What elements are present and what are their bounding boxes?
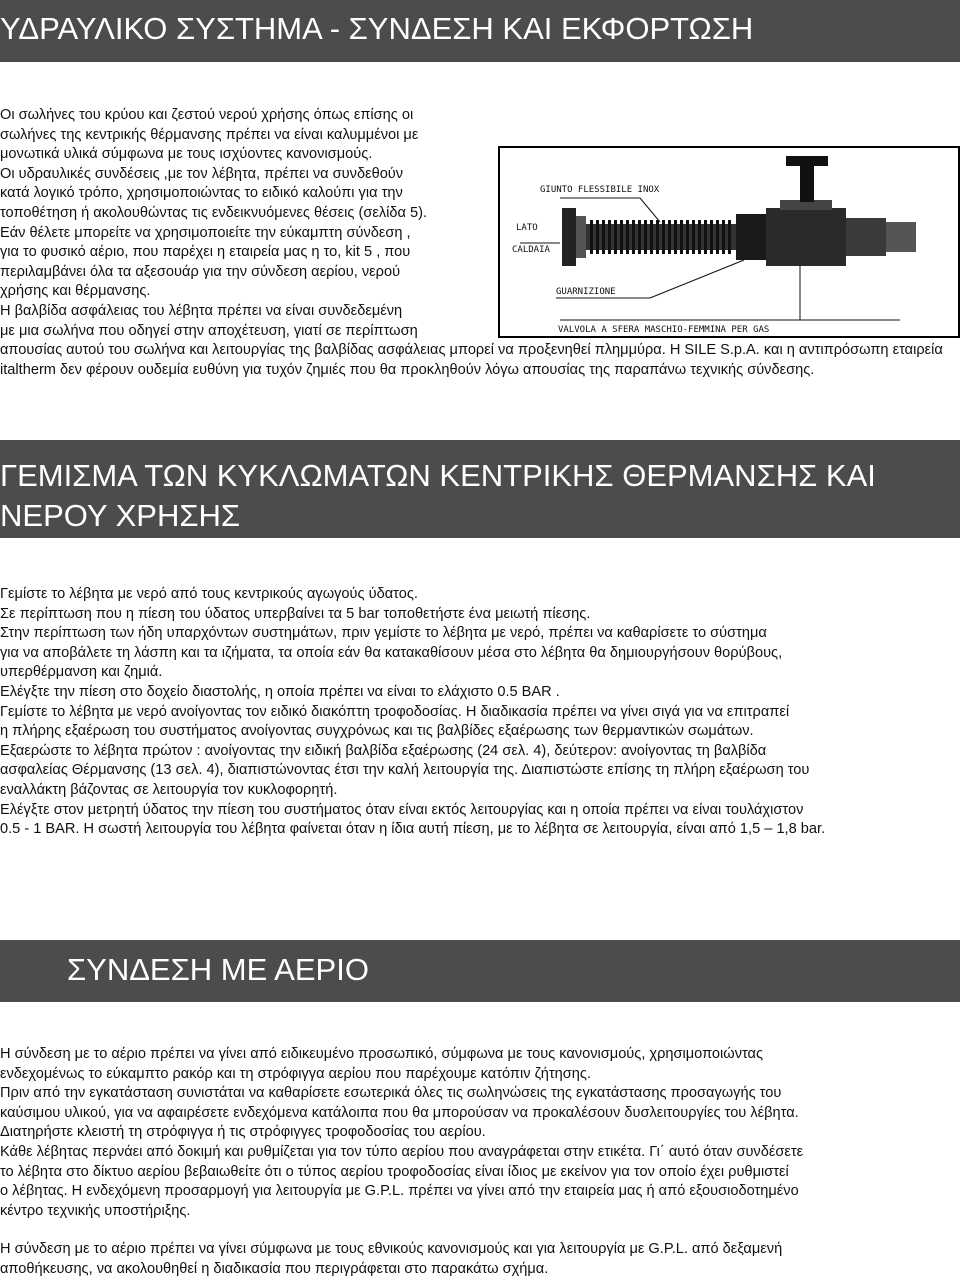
text-line: Η βαλβίδα ασφάλειας του λέβητα πρέπει να είναι συνδεδεμένη [0, 302, 403, 319]
hose-rib [626, 220, 629, 254]
text-line: χρήσης και θέρμανσης. [0, 283, 151, 300]
section-header-filling [0, 440, 960, 538]
section-header-gas [0, 940, 960, 1002]
hose-rib [722, 220, 725, 254]
hose-rib [596, 220, 599, 254]
text-line: Εάν θέλετε μπορείτε να χρησιμοποιείτε την εύκαμπτη σύνδεση , [0, 224, 411, 241]
hose-rib [710, 220, 713, 254]
text-line: σωλήνες της κεντρικής θέρμανσης πρέπει να είναι καλυμμένοι με [0, 126, 419, 143]
hose-rib [728, 220, 731, 254]
gas-valve-diagram [498, 146, 960, 338]
filling-text [0, 585, 825, 840]
section-header-hydraulic [0, 0, 960, 62]
hose-rib [674, 220, 677, 254]
flexible-hose [586, 220, 736, 254]
text-line: κέντρο τεχνικής υποστήριξης. [0, 1202, 191, 1219]
text-line: για να αποβάλετε τη λάσπη και τα ιζήματα, τα οποία εάν θα κατακαθίσουν μέσα στο λέβητα θα δημιουργήσουν θορύβους, [0, 644, 783, 661]
section-title: ΓΕΜΙΣΜΑ ΤΩΝ ΚΥΚΛΩΜΑΤΩΝ ΚΕΝΤΡΙΚΗΣ ΘΕΡΜΑΝΣΗΣ ΚΑΙ ΝΕΡΟΥ ΧΡΗΣΗΣ [0, 458, 876, 533]
text-line: Σε περίπτωση που η πίεση του ύδατος υπερβαίνει τα 5 bar τοποθετήστε ένα μειωτή πίεσης. [0, 605, 591, 622]
text-line: Ελέγξτε στον μετρητή ύδατος την πίεση του συστήματος όταν είναι εκτός λειτουργίας και η οποία πρέπει να είναι τουλάχιστον [0, 801, 804, 818]
text-line: αποθήκευσης, να ακολουθηθεί η διαδικασία που περιγράφεται στο παρακάτω σχήμα. [0, 1260, 549, 1277]
text-line: ασφαλείας Θέρμανσης (13 σελ. 4), διαπιστώνοντας έτσι την καλή λειτουργία της. Διαπιστώστε επίσης τη πλήρη εξαέρωση του [0, 762, 810, 779]
label-side: LATO [516, 223, 538, 233]
text-line: Οι υδραυλικές συνδέσεις ,με τον λέβητα, πρέπει να συνδεθούν [0, 165, 404, 182]
hose-rib [698, 220, 701, 254]
text-line: ο λέβητας. Η ενδεχόμενη προσαρμογή για λειτουργία με G.P.L. πρέπει να γίνει από την εταιρεία μας ή από εξουσιοδοτημένο [0, 1183, 799, 1200]
hose-rib [608, 220, 611, 254]
text-line: Στην περίπτωση των ήδη υπαρχόντων συστημάτων, πριν γεμίστε το λέβητα με νερό, πρέπει να καθαρίσετε το σύστημα [0, 625, 767, 642]
text-line: 0.5 - 1 BAR. Η σωστή λειτουργία του λέβητα φαίνεται όταν η ίδια αυτή πίεση, με το λέβητα σε λειτουργία, είναι από 1,5 – 1,8 bar. [0, 821, 826, 838]
text-line: καύσιμου υλικού, για να αφαιρέσετε ενδεχόμενα κατάλοιπα που θα μπορούσαν να προκαλέσουν δυσλειτουργίες του λέβητα. [0, 1104, 799, 1121]
text-line: Γεμίστε το λέβητα με νερό από τους κεντρικούς αγωγούς ύδατος. [0, 586, 418, 602]
valve-body [766, 208, 846, 266]
text-line: για το φυσικό αέριο, που παρέχει η εταιρεία μας η το, kit 5 , που [0, 244, 411, 261]
text-line: Η σύνδεση με το αέριο πρέπει να γίνει από ειδικευμένο προσωπικό, σύμφωνα με τους κανονισμούς, χρησιμοποιώντας [0, 1046, 764, 1062]
hose-rib [632, 220, 635, 254]
text-line: Εξαερώστε το λέβητα πρώτον : ανοίγοντας την ειδική βαλβίδα εξαέρωσης (24 σελ. 4), δεύτερον: ανοίγοντας τη βαλβίδα [0, 742, 767, 759]
text-line: μονωτικά υλικά σύμφωνα με τους ισχύοντες κανονισμούς. [0, 146, 373, 163]
hose-rib [620, 220, 623, 254]
hose-rib [662, 220, 665, 254]
hose-rib [590, 220, 593, 254]
hose-rib [716, 220, 719, 254]
text-line: περιλαμβάνει όλα τα αξεσουάρ για την σύνδεση αερίου, νερού [0, 263, 401, 280]
text-line: τοποθέτηση ή ακολουθώντας τις ενδεικνυόμενες θέσεις (σελίδα 5). [0, 204, 428, 221]
hose-rib [650, 220, 653, 254]
section-title: ΣΥΝΔΕΣΗ ΜΕ ΑΕΡΙΟ [67, 952, 369, 987]
text-line: με μια σωλήνα που οδηγεί στην αποχέτευση, γιατί σε περίπτωση [0, 322, 418, 339]
label-boiler: CALDAIA [512, 245, 550, 255]
text-line: Γεμίστε το λέβητα με νερό ανοίγοντας τον ειδικό διακόπτη τροφοδοσίας. Η διαδικασία πρέπει να γίνει σιγά για να επιτραπεί [0, 703, 790, 720]
hose-rib [638, 220, 641, 254]
text-line: υπερθέρμανση και ζημιά. [0, 664, 163, 681]
section-title: ΥΔΡΑΥΛΙΚΟ ΣΥΣΤΗΜΑ - ΣΥΝΔΕΣΗ ΚΑΙ ΕΚΦΟΡΤΩΣΗ [0, 11, 754, 46]
valve-hose-drawing [500, 148, 958, 336]
text-line: Κάθε λέβητας περνάει από δοκιμή και ρυθμίζεται για τον τύπο αερίου που αναγράφεται στην ετικέτα. Γι΄ αυτό όταν συνδέσετε [0, 1143, 804, 1160]
text-line: ενδεχομένως το εύκαμπτο ρακόρ και τη στρόφιγγα αερίου που παρέχουμε κατόπιν ζήτησης. [0, 1065, 591, 1082]
valve-outlet [846, 218, 886, 256]
label-gasket: GUARNIZIONE [556, 287, 616, 297]
text-line: το λέβητα στο δίκτυο αερίου βεβαιωθείτε ότι ο τύπος αερίου τροφοδοσίας είναι ίδιος με εκείνον για τον οποίο έχει ρυθμιστεί [0, 1163, 789, 1180]
label-ball-valve: VALVOLA A SFERA MASCHIO-FEMMINA PER GAS [558, 325, 770, 335]
hose-rib [644, 220, 647, 254]
gas-text [0, 1045, 803, 1280]
hose-rib [602, 220, 605, 254]
text-line: Οι σωλήνες του κρύου και ζεστού νερού χρήσης όπως επίσης οι [0, 107, 414, 123]
hose-rib [686, 220, 689, 254]
hose-rib [668, 220, 671, 254]
text-line: Πριν από την εγκατάσταση συνιστάται να καθαρίσετε εσωτερικά όλες τις σωληνώσεις της εγκατάστασης προσαγωγής του [0, 1085, 782, 1102]
text-line: η πλήρης εξαέρωση του συστήματος ανοίγοντας συγχρόνως και τις βαλβίδες εξαέρωσης των θερμαντικών σωμάτων. [0, 723, 754, 740]
text-line: Διατηρήστε κλειστή τη στρόφιγγα ή τις στρόφιγγες τροφοδοσίας του αερίου. [0, 1124, 486, 1141]
paragraph-gap [0, 1221, 803, 1240]
boiler-side-fitting [562, 208, 576, 266]
hose-nut [736, 214, 766, 260]
hose-rib [614, 220, 617, 254]
label-flexible-hose: GIUNTO FLESSIBILE INOX [540, 185, 660, 195]
text-paragraph: απουσίας αυτού του σωλήνα και λειτουργίας της βαλβίδας ασφάλειας μπορεί να προξενηθεί πλημμύρα. Η SILE S.p.A. και η αντιπρόσωπη εταιρεία italtherm δεν φέρουν ουδεμία ευθύνη για τυχόν ζημιές που θα προκληθούν λόγω απουσίας της παραπάνω τεχνικής σύνδεσης. [0, 342, 943, 378]
text-line: Η σύνδεση με το αέριο πρέπει να γίνει σύμφωνα με τους εθνικούς κανονισμούς και για λειτουργία με G.P.L. από δεξαμενή [0, 1241, 783, 1258]
hose-rib [692, 220, 695, 254]
text-line: εναλλάκτη βάζοντας σε λειτουργία τον κυκλοφορητή. [0, 781, 338, 798]
hose-rib [680, 220, 683, 254]
text-line: Ελέγξτε την πίεση στο δοχείο διαστολής, η οποία πρέπει να είναι το ελάχιστο 0.5 BAR . [0, 683, 560, 700]
hose-rib [656, 220, 659, 254]
text-line: κατά λογικό τρόπο, χρησιμοποιώντας το ειδικό καλούπι για την [0, 185, 403, 202]
hose-rib [704, 220, 707, 254]
